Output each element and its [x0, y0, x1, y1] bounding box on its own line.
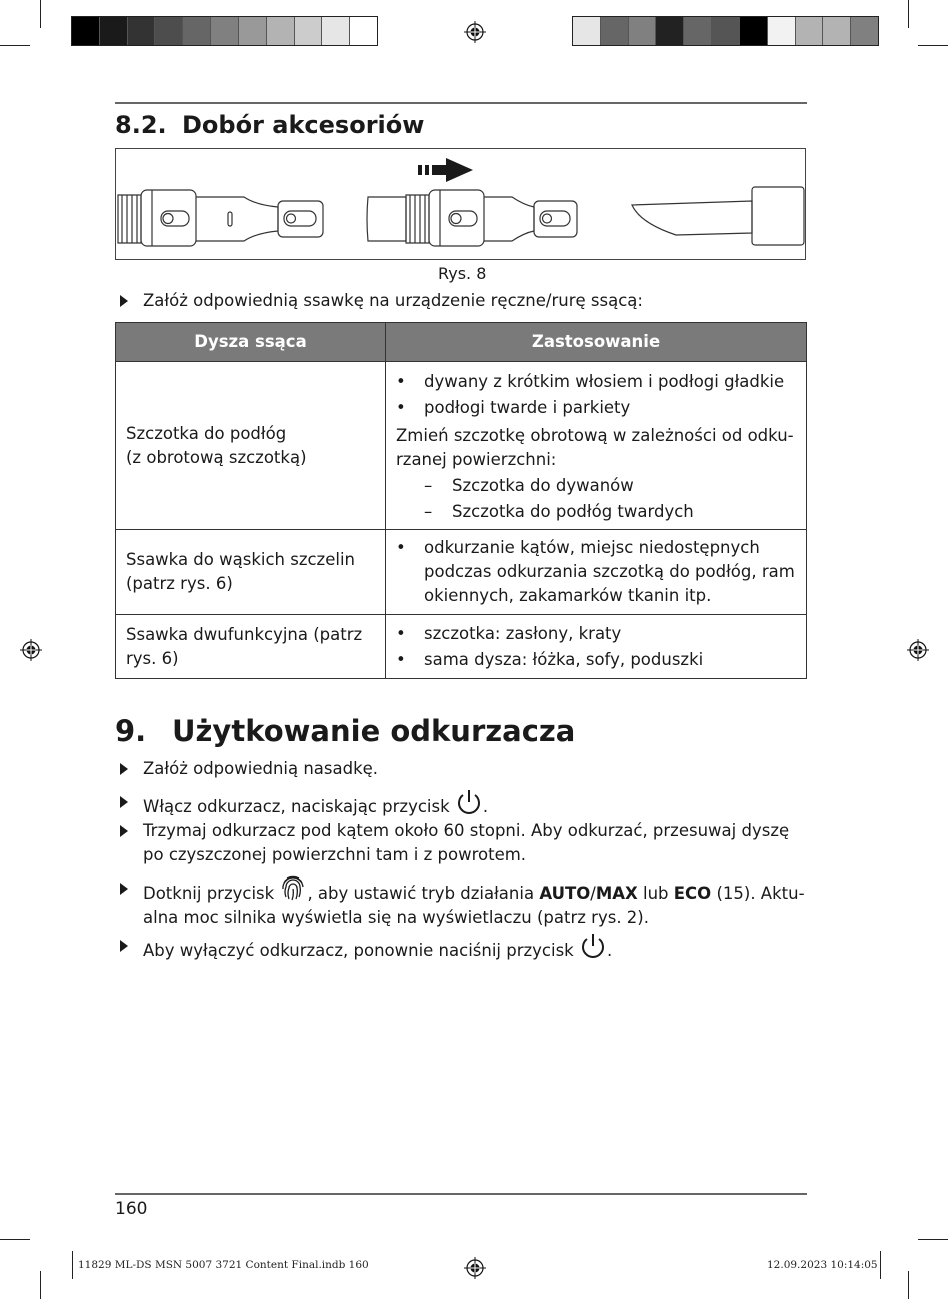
color-swatch — [211, 17, 239, 45]
crop-mark — [0, 1239, 30, 1240]
color-swatch — [322, 17, 350, 45]
table-header-usage: Zastosowanie — [386, 323, 807, 362]
arrow-bullet-icon — [120, 825, 128, 837]
list-item: • dywany z krótkim włosiem i podłogi gładkie — [396, 371, 785, 391]
footer-timestamp: 12.09.2023 10:14:05 — [767, 1259, 878, 1271]
nozzle-cell — [116, 530, 386, 615]
color-swatch — [573, 17, 601, 45]
instruction-item: Aby wyłączyć odkurzacz, ponownie naciśnij przycisk . — [120, 932, 810, 963]
section-number: 9. — [115, 714, 147, 748]
color-bar-left — [71, 16, 378, 46]
crop-mark — [40, 0, 41, 28]
registration-mark-icon — [907, 639, 929, 661]
instruction-item: Włącz odkurzacz, naciskając przycisk . — [120, 788, 810, 819]
list-item: – Szczotka do dywanów — [424, 475, 634, 495]
table-row — [116, 615, 807, 679]
arrow-bullet-icon — [120, 796, 128, 808]
usage-note: Zmień szczotkę obrotową w zależności od odku- rzanej powierzchni: — [396, 425, 794, 469]
color-swatch — [155, 17, 183, 45]
page-number: 160 — [115, 1199, 148, 1219]
table-row — [116, 362, 807, 530]
table-header-row — [116, 323, 807, 362]
table-row — [116, 530, 807, 615]
registration-mark-icon — [464, 21, 486, 43]
fingerprint-icon — [279, 873, 307, 903]
crop-mark — [72, 1251, 73, 1279]
list-item: • szczotka: zasłony, kraty — [396, 623, 622, 643]
color-swatch — [183, 17, 211, 45]
arrow-bullet-icon — [120, 883, 128, 895]
figure-caption: Rys. 8 — [438, 264, 487, 283]
instruction-item: Dotknij przycisk , aby ustawić tryb działania AUTO/MAX lub ECO (15). Aktu- alna moc silnika wyświetla się na wyświetlaczu (patrz rys. 2). — [120, 873, 810, 930]
accessory-illustration — [116, 149, 805, 259]
nozzle-name: Ssawka do wąskich szczelin — [126, 550, 355, 569]
color-swatch — [350, 17, 377, 45]
crop-mark — [0, 45, 30, 46]
nozzle-cell — [116, 362, 386, 530]
crop-mark — [918, 45, 948, 46]
instruction-item: Załóż odpowiednią nasadkę. — [120, 757, 810, 781]
top-rule — [115, 102, 807, 104]
bottom-rule — [115, 1193, 807, 1195]
color-swatch — [712, 17, 740, 45]
crop-mark — [908, 0, 909, 28]
registration-mark-icon — [464, 1257, 486, 1279]
power-icon — [579, 932, 607, 962]
power-icon — [455, 788, 483, 818]
arrow-bullet-icon — [120, 940, 128, 952]
arrow-right-icon — [418, 158, 473, 182]
color-swatch — [629, 17, 657, 45]
color-swatch — [100, 17, 128, 45]
list-item: • sama dysza: łóżka, sofy, poduszki — [396, 649, 704, 669]
color-swatch — [851, 17, 878, 45]
nozzle-detail: (z obrotową szczotką) — [126, 447, 307, 467]
color-swatch — [239, 17, 267, 45]
crop-mark — [40, 1271, 41, 1299]
crop-mark — [880, 1251, 881, 1279]
nozzle-name: Szczotka do podłóg — [126, 423, 287, 443]
usage-cell — [386, 362, 807, 530]
table-header-nozzle: Dysza ssąca — [116, 323, 386, 362]
section-title: Użytkowanie odkurzacza — [172, 714, 576, 748]
color-swatch — [796, 17, 824, 45]
color-swatch — [128, 17, 156, 45]
registration-mark-icon — [20, 639, 42, 661]
color-swatch — [768, 17, 796, 45]
accessory-figure — [115, 148, 806, 260]
nozzle-cell — [116, 615, 386, 679]
instruction-item: Trzymaj odkurzacz pod kątem około 60 stopni. Aby odkurzać, przesuwaj dyszę po czyszczonej powierzchni tam i z powrotem. — [120, 819, 810, 867]
arrow-bullet-icon — [120, 295, 128, 307]
section-title: Dobór akcesoriów — [182, 111, 425, 139]
arrow-bullet-icon — [120, 763, 128, 775]
nozzle-detail: (patrz rys. 6) — [126, 574, 233, 593]
instruction-text: Załóż odpowiednią ssawkę na urządzenie ręczne/rurę ssącą: — [143, 291, 643, 310]
crop-mark — [918, 1239, 948, 1240]
accessory-table — [115, 322, 807, 679]
list-item: • podłogi twarde i parkiety — [396, 397, 631, 417]
color-swatch — [72, 17, 100, 45]
color-swatch — [601, 17, 629, 45]
section-number: 8.2. — [115, 111, 167, 139]
nozzle-name: Ssawka dwufunkcyjna (patrz — [126, 624, 363, 644]
color-swatch — [823, 17, 851, 45]
usage-cell — [386, 530, 807, 615]
crop-mark — [908, 1271, 909, 1299]
list-item: – Szczotka do podłóg twardych — [424, 501, 694, 521]
color-swatch — [656, 17, 684, 45]
nozzle-detail: rys. 6) — [126, 648, 179, 668]
list-item: • odkurzanie kątów, miejsc niedostępnych podczas odkurzania szczotką do podłóg, ram okiennych, zakamarków tkanin itp. — [396, 538, 795, 605]
usage-cell — [386, 615, 807, 679]
color-bar-right — [572, 16, 879, 46]
section-heading-8-2 — [115, 111, 424, 139]
color-swatch — [267, 17, 295, 45]
color-swatch — [684, 17, 712, 45]
color-swatch — [740, 17, 768, 45]
color-swatch — [295, 17, 323, 45]
footer-file-info: 11829 ML-DS MSN 5007 3721 Content Final.indb 160 — [78, 1259, 369, 1271]
section-heading-9 — [115, 714, 575, 748]
instruction-item — [120, 289, 810, 313]
